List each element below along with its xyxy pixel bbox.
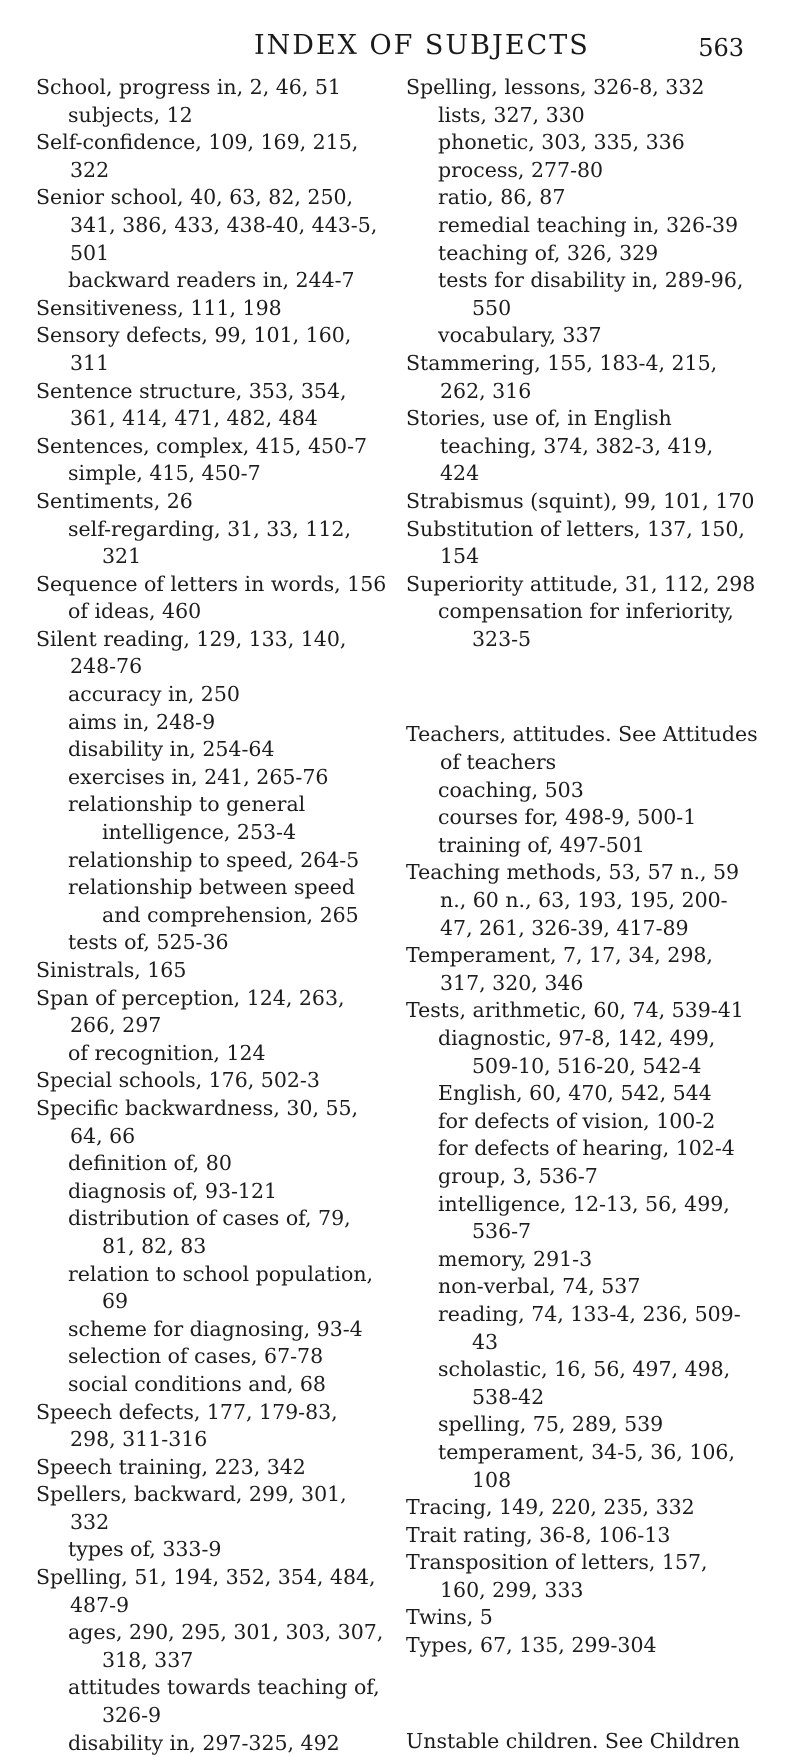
index-subentry: scheme for diagnosing, 93-4 bbox=[68, 1316, 363, 1341]
index-subentry: of recognition, 124 bbox=[68, 1040, 266, 1065]
index-subentry: disability in, 297-325, 492 bbox=[68, 1730, 340, 1755]
index-subentry: aims in, 248-9 bbox=[68, 709, 216, 734]
index-subentry: lists, 327, 330 bbox=[438, 102, 585, 127]
index-entry: Self-confidence, 109, 169, 215, 322 bbox=[36, 130, 359, 182]
index-subentry: distribution of cases of, 79, 81, 82, 83 bbox=[68, 1206, 351, 1258]
section-gap bbox=[406, 1680, 758, 1707]
index-entry: School, progress in, 2, 46, 51 bbox=[36, 75, 341, 99]
index-subentry: tests of, 525-36 bbox=[68, 930, 229, 955]
index-entry: Sentences, complex, 415, 450-7 bbox=[36, 433, 368, 458]
index-subentry: social conditions and, 68 bbox=[68, 1371, 326, 1396]
page-title: INDEX OF SUBJECTS bbox=[254, 30, 590, 61]
index-entry: Specific backwardness, 30, 55, 64, 66 bbox=[36, 1095, 359, 1148]
index-entry: Sensitiveness, 111, 198 bbox=[36, 295, 282, 320]
index-subentry: spelling, 75, 289, 539 bbox=[438, 1412, 664, 1437]
index-entry: Sentence structure, 353, 354, 361, 414, 471, 482, 484 bbox=[36, 378, 347, 431]
index-subentry: temperament, 34-5, 36, 106, 108 bbox=[438, 1439, 735, 1492]
index-entry: Trait rating, 36-8, 106-13 bbox=[406, 1522, 671, 1547]
index-entry: Superiority attitude, 31, 112, 298 bbox=[406, 571, 756, 596]
index-entry: Strabismus (squint), 99, 101, 170 bbox=[406, 488, 755, 513]
index-subentry: compensation for inferiority, 323-5 bbox=[438, 599, 734, 651]
index-subentry: non-verbal, 74, 537 bbox=[438, 1274, 641, 1299]
index-entry: Transposition of letters, 157, 160, 299, 333 bbox=[406, 1550, 708, 1602]
index-column-left bbox=[36, 74, 388, 1757]
index-entry: Sequence of letters in words, 156 bbox=[36, 571, 387, 596]
index-entry: Types, 67, 135, 299-304 bbox=[406, 1633, 657, 1658]
section-gap bbox=[406, 674, 758, 701]
index-subentry: group, 3, 536-7 bbox=[438, 1163, 598, 1188]
index-subentry: backward readers in, 244-7 bbox=[68, 268, 355, 293]
index-subentry: tests for disability in, 289-96, 550 bbox=[438, 268, 744, 320]
index-entry: Unstable children. See Children bbox=[406, 1728, 740, 1753]
index-subentry: selection of cases, 67-78 bbox=[68, 1344, 324, 1369]
index-entry: Special schools, 176, 502-3 bbox=[36, 1068, 320, 1093]
index-subentry: simple, 415, 450-7 bbox=[68, 461, 261, 486]
index-subentry: vocabulary, 337 bbox=[438, 323, 602, 348]
index-subentry: accuracy in, 250 bbox=[68, 682, 240, 707]
index-entry: Temperament, 7, 17, 34, 298, 317, 320, 346 bbox=[406, 943, 713, 995]
index-entry: Senior school, 40, 63, 82, 250, 341, 386, 433, 438-40, 443-5, 501 bbox=[36, 185, 378, 265]
index-subentry: types of, 333-9 bbox=[68, 1537, 222, 1562]
index-entry: Tests, arithmetic, 60, 74, 539-41 bbox=[406, 998, 744, 1023]
index-subentry: relation to school population, 69 bbox=[68, 1261, 374, 1314]
index-entry: Twins, 5 bbox=[406, 1605, 493, 1630]
index-entry: Teaching methods, 53, 57 n., 59 n., 60 n., 63, 193, 195, 200-47, 261, 326-39, 417-89 bbox=[406, 860, 740, 940]
index-subentry: self-regarding, 31, 33, 112, 321 bbox=[68, 516, 351, 569]
index-subentry: disability in, 254-64 bbox=[68, 737, 275, 762]
index-subentry: teaching of, 326, 329 bbox=[438, 240, 659, 265]
index-entry: Silent reading, 129, 133, 140, 248-76 bbox=[36, 626, 347, 679]
index-entry: Span of perception, 124, 263, 266, 297 bbox=[36, 985, 345, 1038]
index-entry: Spelling, lessons, 326-8, 332 bbox=[406, 75, 705, 99]
index-subentry: exercises in, 241, 265-76 bbox=[68, 764, 329, 789]
index-subentry: relationship to general intelligence, 253-4 bbox=[68, 792, 306, 845]
index-subentry: memory, 291-3 bbox=[438, 1246, 593, 1271]
index-subentry: relationship between speed and comprehension, 265 bbox=[68, 875, 359, 927]
index-subentry: English, 60, 470, 542, 544 bbox=[438, 1081, 712, 1106]
page-number: 563 bbox=[698, 34, 744, 62]
index-entry: Sentiments, 26 bbox=[36, 488, 193, 513]
index-subentry: intelligence, 12-13, 56, 499, 536-7 bbox=[438, 1191, 730, 1244]
index-entry: Sinistrals, 165 bbox=[36, 958, 187, 982]
index-subentry: definition of, 80 bbox=[68, 1151, 232, 1176]
index-subentry: scholastic, 16, 56, 497, 498, 538-42 bbox=[438, 1357, 731, 1409]
index-entry: Stories, use of, in English teaching, 374, 382-3, 419, 424 bbox=[406, 406, 714, 486]
index-entry: Sensory defects, 99, 101, 160, 311 bbox=[36, 323, 352, 375]
index-entry: Teachers, attitudes. See Attitudes of teachers bbox=[406, 722, 758, 775]
page-header bbox=[0, 24, 800, 64]
index-entry: Speech training, 223, 342 bbox=[36, 1454, 306, 1479]
index-subentry: process, 277-80 bbox=[438, 157, 604, 182]
index-subentry: training of, 497-501 bbox=[438, 832, 645, 857]
index-subentry: attitudes towards teaching of, 326-9 bbox=[68, 1675, 380, 1728]
index-entry: Spellers, backward, 299, 301, 332 bbox=[36, 1482, 347, 1534]
index-subentry: phonetic, 303, 335, 336 bbox=[438, 130, 685, 155]
index-subentry: coaching, 503 bbox=[438, 777, 584, 802]
index-subentry: courses for, 498-9, 500-1 bbox=[438, 805, 697, 830]
index-subentry: for defects of hearing, 102-4 bbox=[438, 1136, 735, 1161]
index-entry: Tracing, 149, 220, 235, 332 bbox=[406, 1495, 695, 1520]
index-subentry: for defects of vision, 100-2 bbox=[438, 1108, 716, 1133]
index-subentry: ratio, 86, 87 bbox=[438, 185, 566, 210]
index-subentry: reading, 74, 133-4, 236, 509-43 bbox=[438, 1301, 741, 1354]
index-entry: Substitution of letters, 137, 150, 154 bbox=[406, 516, 745, 569]
index-subentry: diagnosis of, 93-121 bbox=[68, 1178, 278, 1203]
index-entry: Spelling, 51, 194, 352, 354, 484, 487-9 bbox=[36, 1565, 376, 1617]
index-entry: Stammering, 155, 183-4, 215, 262, 316 bbox=[406, 350, 718, 403]
index-subentry: diagnostic, 97-8, 142, 499, 509-10, 516-20, 542-4 bbox=[438, 1026, 716, 1078]
index-subentry: remedial teaching in, 326-39 bbox=[438, 212, 739, 237]
index-column-right bbox=[406, 74, 758, 1755]
index-subentry: ages, 290, 295, 301, 303, 307, 318, 337 bbox=[68, 1620, 384, 1672]
index-subentry: relationship to speed, 264-5 bbox=[68, 847, 360, 872]
index-subentry: of ideas, 460 bbox=[68, 599, 202, 624]
index-entry: Speech defects, 177, 179-83, 298, 311-316 bbox=[36, 1399, 338, 1452]
index-subentry: subjects, 12 bbox=[68, 102, 193, 127]
